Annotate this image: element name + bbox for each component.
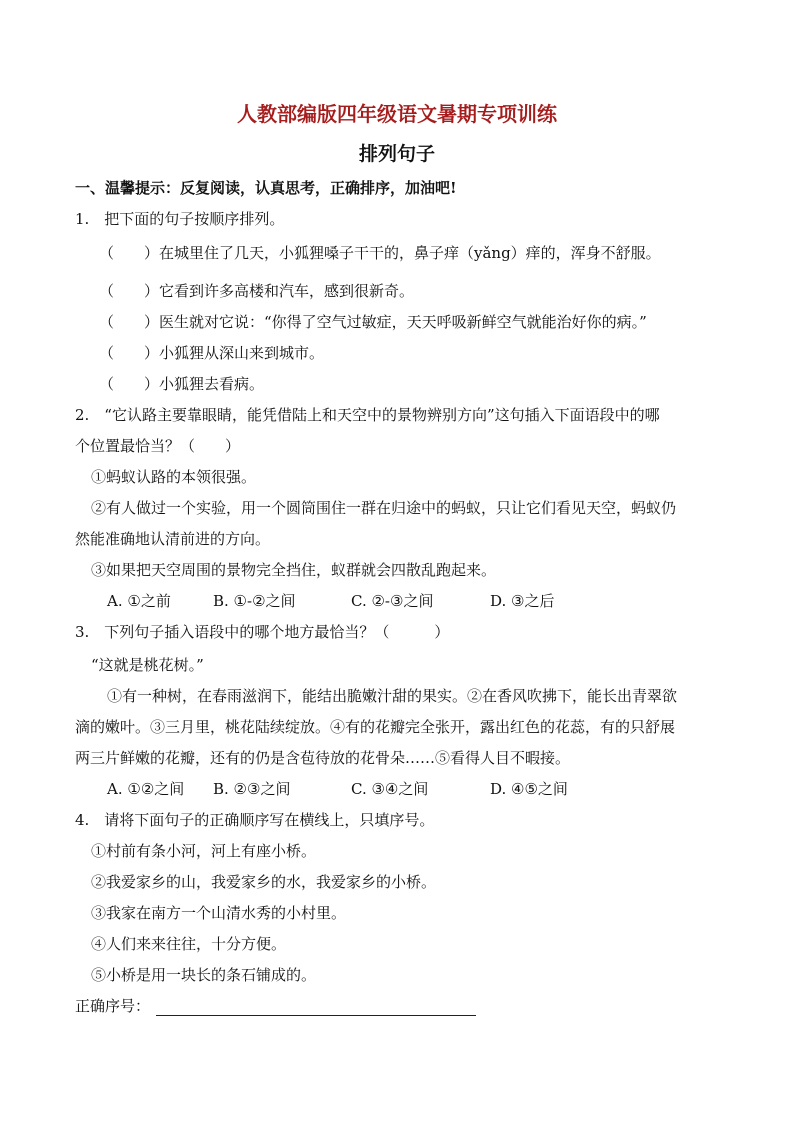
section-title: 排列句子: [358, 143, 435, 165]
q3-option-c: C. ③④之间: [351, 780, 429, 798]
q4-item-3: ③我家在南方一个山清水秀的小村里。: [91, 904, 347, 922]
q1-item-4: （ ）小狐狸从深山来到城市。: [99, 344, 325, 362]
q2-paragraph-3: ③如果把天空周围的景物完全挡住，蚁群就会四散乱跑起来。: [91, 561, 497, 579]
q1-item-1: （ ）在城里住了几天，小狐狸嗓子干干的，鼻子痒（yǎng）痒的，浑身不舒服。: [99, 244, 661, 262]
q2-option-a: A. ①之前: [107, 592, 171, 610]
tip-text: 一、温馨提示：反复阅读，认真思考，正确排序，加油吧!: [75, 179, 457, 197]
q3-passage-line2: 滴的嫩叶。③三月里，桃花陆续绽放。④有的花瓣完全张开，露出红色的花蕊，有的只舒展: [75, 718, 676, 736]
q2-paragraph-2-line1: ②有人做过一个实验，用一个圆筒围住一群在归途中的蚂蚁，只让它们看见天空，蚂蚁仍: [91, 499, 677, 517]
q4-item-1: ①村前有条小河，河上有座小桥。: [91, 842, 317, 860]
q2-stem-line2: 个位置最恰当？（ ）: [75, 437, 241, 455]
q2-stem-line1: 2. “它认路主要靠眼睛，能凭借陆上和天空中的景物辨别方向”这句插入下面语段中的哪: [75, 406, 660, 424]
worksheet-title: 人教部编版四年级语文暑期专项训练: [237, 102, 557, 126]
q4-stem: 4. 请将下面句子的正确顺序写在横线上，只填序号。: [75, 811, 435, 829]
q3-passage-line3: 两三片鲜嫩的花瓣，还有的仍是含苞待放的花骨朵……⑤看得人目不暇接。: [75, 749, 571, 767]
q4-answer-blank[interactable]: [156, 1015, 476, 1016]
q3-quote: “这就是桃花树。”: [91, 656, 204, 674]
q2-option-b: B. ①-②之间: [213, 592, 296, 610]
q4-item-4: ④人们来来往往，十分方便。: [91, 935, 287, 953]
q3-option-d: D. ④⑤之间: [490, 780, 568, 798]
q3-passage-line1: ①有一种树，在春雨滋润下，能结出脆嫩汁甜的果实。②在香风吹拂下，能长出青翠欲: [107, 687, 678, 705]
q2-paragraph-1: ①蚂蚁认路的本领很强。: [91, 468, 257, 486]
q1-item-5: （ ）小狐狸去看病。: [99, 375, 265, 393]
q2-option-d: D. ③之后: [490, 592, 555, 610]
q3-option-b: B. ②③之间: [213, 780, 291, 798]
q1-item-3: （ ）医生就对它说：“你得了空气过敏症，天天呼吸新鲜空气就能治好你的病。”: [99, 313, 647, 331]
q4-item-2: ②我爱家乡的山，我爱家乡的水，我爱家乡的小桥。: [91, 873, 437, 891]
q3-option-a: A. ①②之间: [107, 780, 185, 798]
q2-option-c: C. ②-③之间: [351, 592, 434, 610]
q2-paragraph-2-line2: 然能准确地认清前进的方向。: [75, 530, 271, 548]
q1-stem: 1. 把下面的句子按顺序排列。: [75, 210, 285, 228]
q4-item-5: ⑤小桥是用一块长的条石铺成的。: [91, 966, 317, 984]
q3-stem: 3. 下列句子插入语段中的哪个地方最恰当？（ ）: [75, 623, 450, 641]
q1-item-2: （ ）它看到许多高楼和汽车，感到很新奇。: [99, 282, 415, 300]
q4-answer-label: 正确序号：: [75, 997, 151, 1015]
